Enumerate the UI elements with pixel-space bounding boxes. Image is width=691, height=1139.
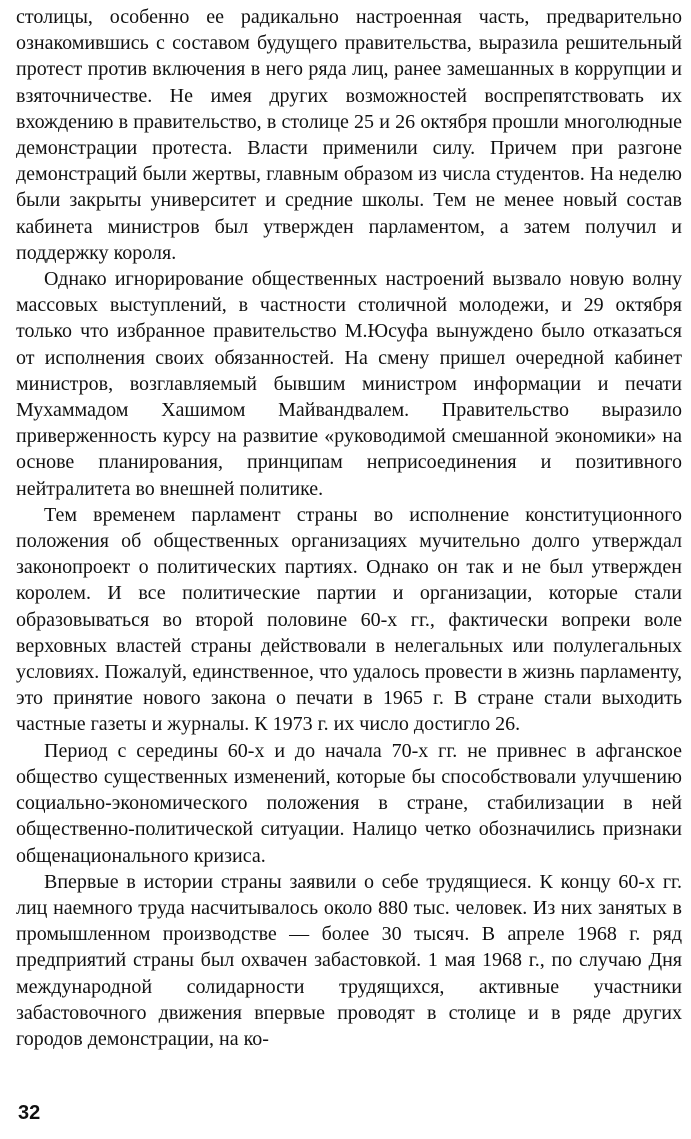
paragraph-1: столицы, особенно ее радикально настроенная часть, предварительно ознакомившись с составом будущего правительства, выразила решительный протест против включения в него ряда лиц, ранее замешанных в коррупции и взяточничестве. Не имея других возможностей воспрепятствовать их вхождению в правительство, в столице 25 и 26 октября прошли многолюдные демонстрации протеста. Власти применили силу. Причем при разгоне демонстраций были жертвы, главным образом из числа студентов. На неделю были закрыты университет и средние школы. Тем не менее новый состав кабинета министров был утвержден парламентом, а затем получил и поддержку короля.: [16, 6, 682, 264]
paragraph-3: Тем временем парламент страны во исполнение конституционного положения об общественных организациях мучительно долго утверждал законопроект о политических партиях. Однако он так и не был утвержден королем. И все политические партии и организации, которые стали образовываться во второй половине 60-х гг., фактически вопреки воле верховных властей страны действовали в нелегальных или полулегальных условиях. Пожалуй, единственное, что удалось провести в жизнь парламенту, это принятие нового закона о печати в 1965 г. В стране стали выходить частные газеты и журналы. К 1973 г. их число достигло 26.: [16, 503, 682, 736]
paragraph-4: Период с середины 60-х и до начала 70-х гг. не привнес в афганское общество существенных изменений, которые бы способствовали улучшению социально-экономического положения в стране, стабилизации в ней общественно-политической ситуации. Налицо четко обозначились признаки общенационального кризиса.: [16, 739, 682, 867]
paragraph-2: Однако игнорирование общественных настроений вызвало новую волну массовых выступлений, в частности столичной молодежи, и 29 октября только что избранное правительство М.Юсуфа вынуждено было отказаться от исполнения своих обязанностей. На смену пришел очередной кабинет министров, возглавляемый бывшим министром информации и печати Мухаммадом Хашимом Майвандвалем. Правительство выразило приверженность курсу на развитие «руководимой смешанной экономики» на основе планирования, принципам неприсоединения и позитивного нейтралитета во внешней политике.: [16, 268, 682, 500]
page-number: 32: [18, 1102, 41, 1124]
paragraph-5: Впервые в истории страны заявили о себе трудящиеся. К концу 60-х гг. лиц наемного труда насчитывалось около 880 тыс. человек. Из них занятых в промышленном производстве — более 30 тысяч. В апреле 1968 г. ряд предприятий страны был охвачен забастовкой. 1 мая 1968 г., по случаю Дня международной солидарности трудящихся, активные участники забастовочного движения впервые проводят в столице и в ряде других городов демонстрации, на ко-: [16, 870, 682, 1050]
book-page: [16, 4, 682, 1084]
